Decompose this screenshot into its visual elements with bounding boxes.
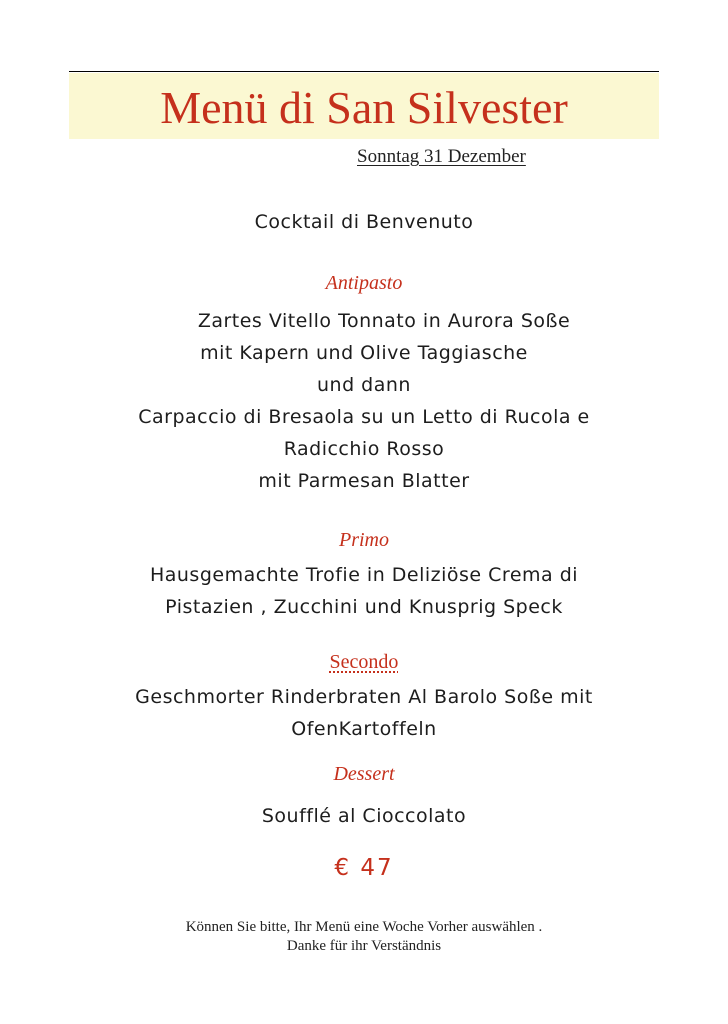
secondo-course: [0, 681, 728, 745]
antipasto-line: Carpaccio di Bresaola su un Letto di Rucola e: [138, 406, 590, 428]
menu-title: Menü di San Silvester: [160, 82, 568, 133]
dessert-line: Soufflé al Cioccolato: [261, 805, 467, 827]
menu-date: Sonntag 31 Dezember: [357, 146, 526, 167]
secondo-line: Geschmorter Rinderbraten Al Barolo Soße mit: [135, 686, 593, 708]
antipasto-line: und dann: [317, 374, 411, 396]
title-band: [69, 73, 659, 139]
menu-price: € 47: [334, 855, 394, 881]
antipasto-heading: Antipasto: [325, 272, 403, 294]
secondo-line: OfenKartoffeln: [291, 718, 437, 740]
primo-course: [0, 559, 728, 623]
antipasto-line: Zartes Vitello Tonnato in Aurora Soße: [197, 310, 571, 332]
antipasto-line: Radicchio Rosso: [283, 438, 445, 460]
antipasto-line: mit Kapern und Olive Taggiasche: [200, 342, 528, 364]
footer-note: [0, 918, 728, 956]
primo-heading: Primo: [339, 529, 389, 551]
primo-line: Hausgemachte Trofie in Deliziöse Crema di: [149, 564, 579, 586]
primo-line: Pistazien , Zucchini und Knusprig Speck: [165, 596, 563, 618]
antipasto-course: [0, 305, 728, 497]
dessert-course: [0, 800, 728, 832]
antipasto-line: mit Parmesan Blatter: [258, 470, 470, 492]
top-rule: [69, 71, 659, 72]
secondo-label: Secondo: [329, 651, 399, 673]
footer-line: Danke für ihr Verständnis: [286, 938, 442, 954]
footer-line: Können Sie bitte, Ihr Menü eine Woche Vorher auswählen .: [185, 919, 543, 935]
secondo-heading: [0, 651, 728, 674]
welcome-cocktail: Cocktail di Benvenuto: [254, 211, 474, 233]
dessert-heading: Dessert: [333, 763, 395, 785]
